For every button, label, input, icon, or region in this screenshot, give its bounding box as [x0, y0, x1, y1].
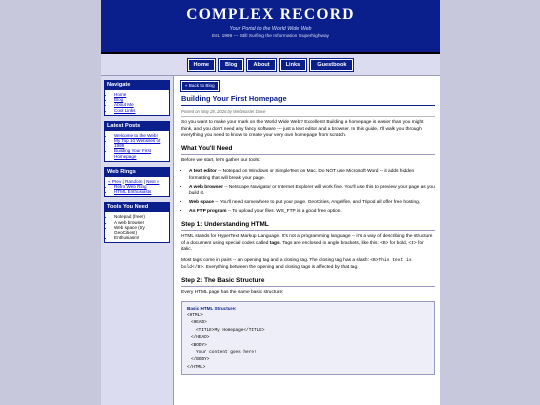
site-tagline: Your Portal to the World Wide Web [229, 26, 312, 32]
nav-blog-button[interactable]: Blog [219, 59, 243, 71]
nav-about-button[interactable]: About [247, 59, 275, 71]
section-heading: Step 2: The Basic Structure [181, 276, 265, 284]
list-item: • A text editor -- Notepad on Windows or SimpleText on Mac. Do NOT use Microsoft Word -- it adds hidden formatting that will break your page. [189, 169, 435, 183]
tool-item: • Notepad (free!) [114, 214, 166, 219]
nav-home-button[interactable]: Home [188, 59, 216, 71]
code-line: </BODY> [191, 357, 210, 363]
post-meta: Posted on May 28, 2026 by Webmaster Dave [181, 109, 435, 117]
sidebar-webrings-box [104, 167, 170, 198]
page [101, 0, 440, 405]
sidebar-box-title: Latest Posts [104, 121, 170, 131]
code-line: </HTML> [187, 364, 206, 370]
intro-paragraph: So you want to make your mark on the World Wide Web? Excellent! Building a homepage is easier than you might think, and you don't need any fancy software --- just a text editor and a browser. In this guide, I'll walk you through everything you need to know to create your very own homepage from scratch. [181, 119, 424, 139]
section-heading: Step 1: Understanding HTML [181, 220, 269, 228]
sidebar-box-title: Web Rings [104, 167, 170, 177]
webring-link[interactable]: • Retro Web Ring [114, 184, 166, 189]
list-item: • A web browser -- Netscape Navigator or Internet Explorer will work fine. You'll use this to preview your page as you build it. [189, 185, 435, 199]
sidebar-box-title: Tools You Need [104, 202, 170, 212]
sidebar-navigate-box [104, 80, 170, 116]
section-lead: Before we start, let's gather our tools: [181, 158, 261, 164]
latest-post-link[interactable]: • My Top 10 Websites of 1999 [114, 138, 166, 148]
sidebar-latest-box [104, 121, 170, 162]
code-line: <HEAD> [191, 320, 207, 326]
main-content [174, 76, 438, 405]
post-title: Building Your First Homepage [181, 93, 287, 103]
code-block-title: Basic HTML Structure: [187, 305, 237, 311]
html-explanation-paragraph: HTML stands for HyperText Markup Language. It's not a programming language -- it's a way of describing the structure of a document using special codes called tags. Tags are enclosed in angle brackets, like this: <B> for bold, <I> for italic. [181, 233, 433, 253]
webring-next-link[interactable]: Next » [146, 178, 160, 184]
code-line: Your content goes here! [196, 349, 257, 355]
site-header [101, 0, 440, 54]
code-block [181, 301, 435, 376]
nav-links-button[interactable]: Links [280, 59, 307, 71]
list-item: • Web space -- You'll need somewhere to put your page. GeoCities, Angelfire, and Tripod all offer free hosting. [189, 200, 435, 207]
tools-list [181, 169, 435, 216]
section-lead: Every HTML page has the same basic structure: [181, 289, 284, 295]
webring-link[interactable]: • HTML Enthusiasts [114, 189, 166, 194]
webring-random-link[interactable]: Random [125, 178, 143, 184]
section-heading: What You'll Need [181, 145, 233, 153]
tag-pairs-paragraph: Most tags come in pairs -- an opening tag and a closing tag. The closing tag has a slash: <B>This text is bold</B>. Everything between the opening and closing tags is affected by that tag. [181, 258, 412, 270]
code-line: </HEAD> [191, 335, 210, 341]
tool-item: • Web space (try GeoCities!) [114, 225, 166, 235]
latest-post-link[interactable]: • Welcome to the Web! [114, 133, 166, 138]
site-title[interactable]: COMPLEX RECORD [186, 6, 355, 23]
back-to-blog-button[interactable]: « Back to Blog [181, 81, 219, 91]
sidebar-link-home[interactable]: • Home [114, 92, 166, 97]
sidebar-link-cool-links[interactable]: • Cool Links [114, 108, 166, 113]
list-item: • An FTP program -- To upload your files. WS_FTP is a good free option. [189, 209, 435, 216]
webring-separator: | [121, 178, 126, 184]
sidebar-tools-box [104, 202, 170, 243]
sidebar-link-about[interactable]: • About Me [114, 102, 166, 107]
code-line: <TITLE>My Homepage</TITLE> [196, 327, 265, 333]
top-nav [101, 54, 440, 76]
latest-post-link[interactable]: • Building Your First Homepage [114, 148, 166, 158]
sidebar-box-title: Navigate [104, 80, 170, 90]
tool-item: • Enthusiasm! [114, 235, 166, 240]
nav-guestbook-button[interactable]: Guestbook [310, 59, 353, 71]
sidebar [101, 76, 174, 405]
code-line: <BODY> [191, 342, 207, 348]
webring-prev-link[interactable]: « Prev [108, 178, 122, 184]
sidebar-link-blog[interactable]: • Blog [114, 97, 166, 102]
site-established: Est. 1996 --- Still Surfing the Information Superhighway [211, 34, 330, 39]
webring-separator: | [142, 178, 147, 184]
tool-item: • A web browser [114, 220, 166, 225]
code-line: <HTML> [187, 312, 203, 318]
